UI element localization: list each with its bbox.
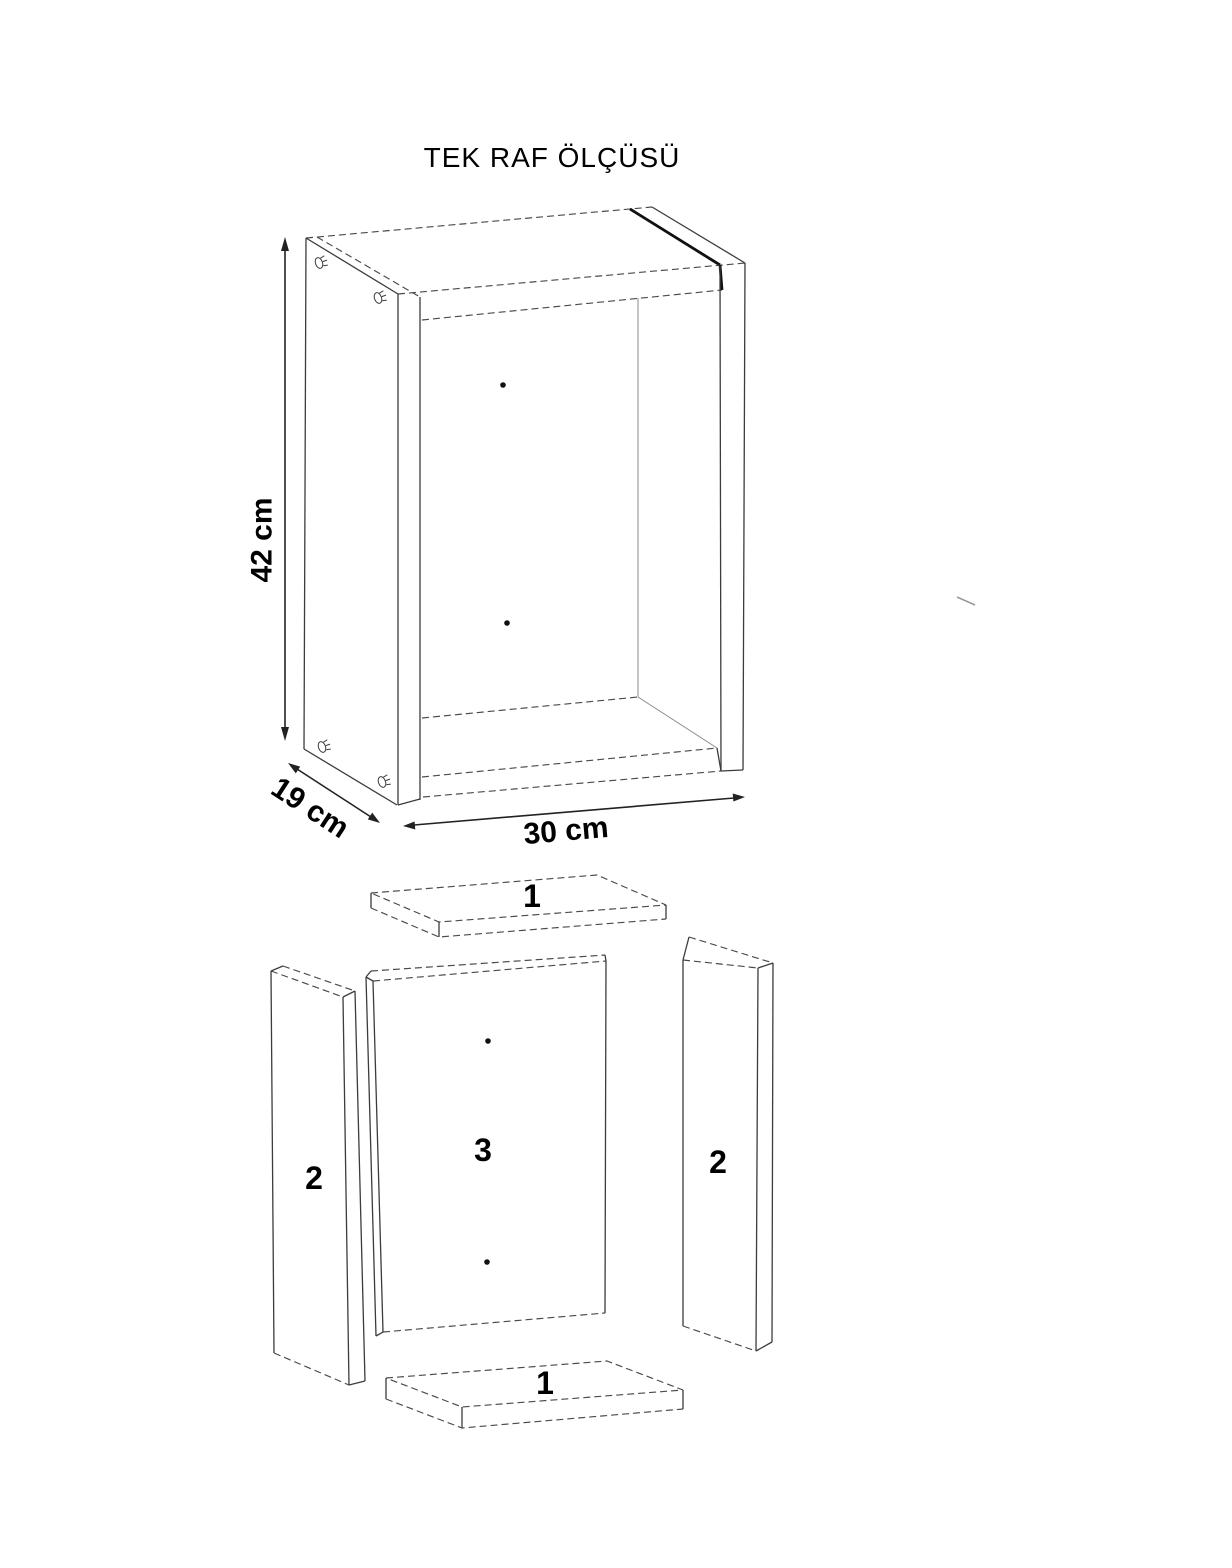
bottom-band-bottom-edge — [423, 771, 721, 797]
screw-marker — [314, 255, 329, 269]
top-left-seam — [317, 237, 420, 297]
depth-dimension-label: 19 cm — [265, 770, 355, 846]
width-dimension-label: 30 cm — [522, 810, 610, 852]
left-panel-corner-edge — [349, 1381, 365, 1385]
exploded-right-panel — [683, 937, 773, 1351]
screw-marker — [373, 290, 388, 304]
top-right-seam — [630, 209, 720, 265]
back-panel-top-strip-edge — [371, 955, 605, 971]
pin-hole-dot — [500, 382, 506, 388]
right-panel-top-strip-edge — [689, 937, 773, 963]
pin-hole-dot — [484, 1259, 490, 1265]
arrow-left-icon — [403, 822, 415, 830]
right-panel-top-edge — [683, 960, 758, 968]
left-panel-corner-edge — [343, 991, 355, 997]
part-label-bottom-board: 1 — [536, 1365, 554, 1401]
right-panel-bottom-edge — [683, 1326, 756, 1351]
back-panel-bottom-edge — [383, 1313, 605, 1332]
pin-hole-dot — [504, 620, 510, 626]
bottom-band-top-edge — [422, 748, 717, 777]
part-label-top-board: 1 — [523, 878, 541, 914]
top-band-bottom-edge — [422, 290, 722, 320]
right-post-bottom-edge — [721, 770, 743, 771]
right-post-outer-edge — [743, 263, 745, 770]
bottom-board-bottom-edges — [386, 1399, 683, 1428]
part-label-right-panel: 2 — [709, 1144, 727, 1180]
exploded-bottom-board — [386, 1361, 683, 1428]
right-panel-outer-right-edge — [772, 963, 773, 1342]
height-dimension — [246, 237, 290, 741]
back-panel-right-edge — [605, 961, 606, 1313]
right-post-inner-edge — [720, 266, 721, 771]
left-panel-bottom-edge — [274, 1353, 349, 1385]
arrow-right-icon — [733, 794, 745, 802]
assembled-unit-drawing — [304, 207, 745, 805]
right-panel-corner-edge — [683, 937, 689, 960]
top-back-edge — [306, 207, 652, 238]
depth-dimension — [265, 763, 380, 845]
arrow-down-icon — [281, 727, 289, 741]
back-panel-top-edge — [373, 961, 606, 981]
pin-hole-dot — [485, 1038, 491, 1044]
height-dimension-label: 42 cm — [245, 497, 279, 583]
page-title: TEK RAF ÖLÇÜSÜ — [423, 142, 681, 173]
back-panel-corner-edge — [366, 971, 371, 977]
left-panel-top-strip-edge — [283, 966, 355, 991]
part-label-left-panel: 2 — [305, 1160, 323, 1196]
top-board-top-face — [371, 875, 666, 922]
arrow-up-left-icon — [288, 763, 300, 773]
top-left-outer-edge — [306, 238, 398, 294]
right-panel-corner-edge — [756, 1342, 772, 1351]
left-panel-left-edge — [271, 971, 274, 1353]
right-panel-inner-right-edge — [756, 968, 758, 1351]
left-panel-corner-edge — [271, 966, 283, 971]
top-front-edge — [398, 263, 745, 294]
stray-mark — [957, 597, 975, 605]
back-panel-corner-edge — [605, 955, 606, 961]
left-panel-right-outer-edge — [355, 991, 365, 1381]
left-post-bottom-edge — [398, 799, 420, 805]
interior-floor-back-edge — [422, 697, 638, 718]
top-right-outer-edge — [652, 207, 745, 263]
width-dimension — [403, 794, 745, 852]
arrow-down-right-icon — [368, 813, 380, 823]
part-label-back-panel: 3 — [474, 1132, 492, 1168]
exploded-back-panel — [366, 955, 606, 1336]
screw-marker — [377, 774, 392, 788]
right-panel-corner-edge — [758, 963, 773, 968]
left-panel-back-edge — [304, 238, 306, 749]
exploded-top-board — [371, 875, 666, 937]
bottom-board-top-face — [386, 1361, 683, 1407]
screw-marker — [317, 739, 332, 753]
back-panel-corner-edge — [376, 1332, 383, 1336]
exploded-left-panel — [271, 966, 365, 1385]
back-panel-corner-edge — [366, 977, 373, 981]
left-panel-right-inner-edge — [343, 997, 349, 1385]
interior-floor-right-edge — [638, 697, 717, 748]
arrow-up-icon — [281, 237, 289, 251]
